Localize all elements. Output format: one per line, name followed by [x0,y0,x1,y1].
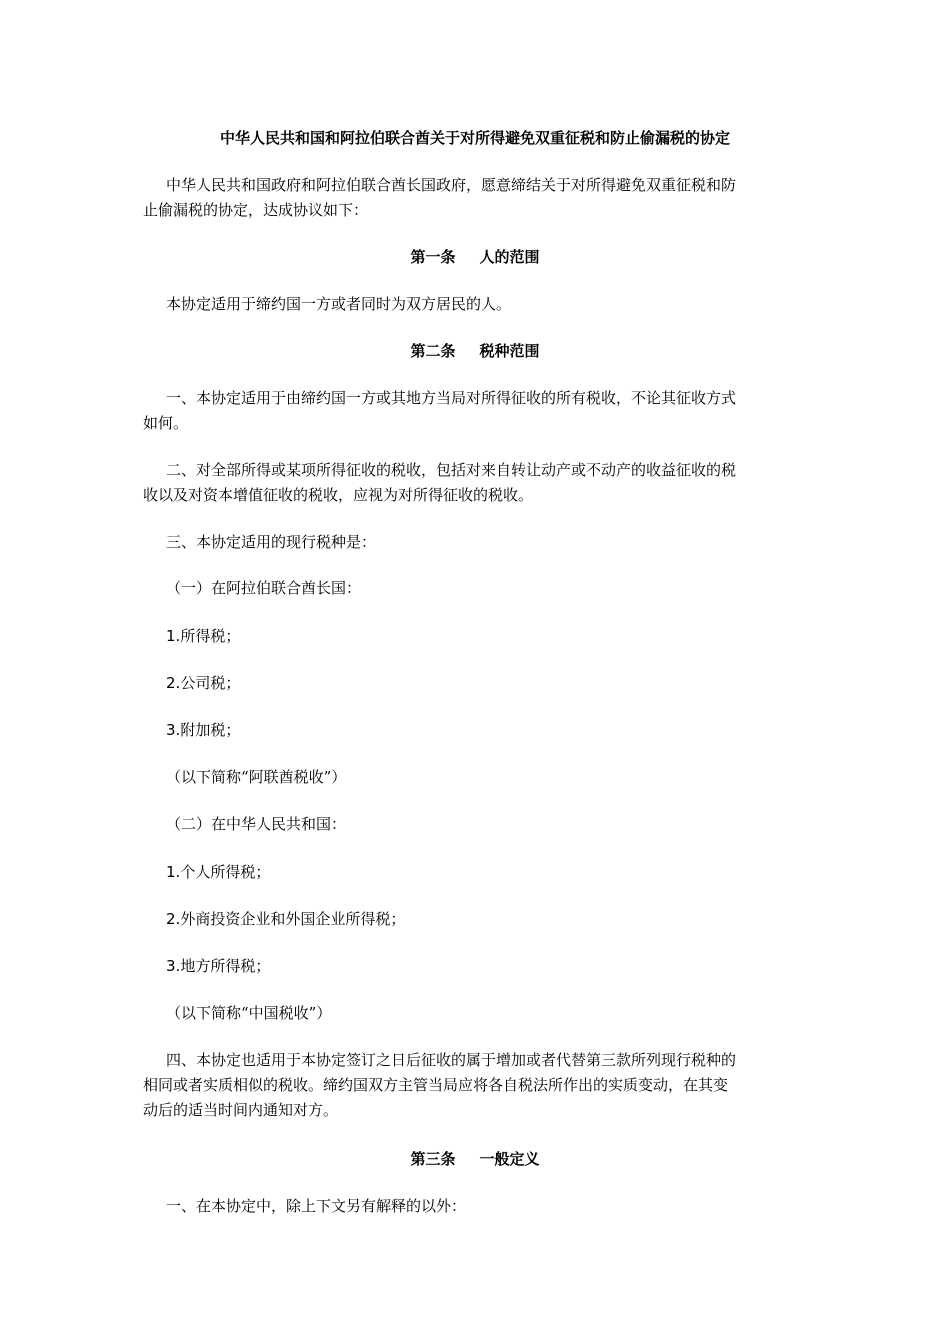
article-3-p1: 一、在本协定中，除上下文另有解释的以外： [166,1197,467,1215]
article-2-p4-line-3: 动后的适当时间内通知对方。 [143,1101,339,1119]
item-text: 个人所得税； [180,863,271,881]
article-2-p4-line-2: 相同或者实质相似的税收。缔约国双方主管当局应将各自税法所作出的实质变动，在其变 [143,1076,729,1094]
item-number: 2. [166,674,181,692]
item-number: 3. [166,957,181,975]
uae-taxes-intro: （一）在阿拉伯联合酋长国： [166,579,362,597]
article-3-number: 第三条 [410,1150,456,1168]
article-2-p1-line-1: 一、本协定适用于由缔约国一方或其地方当局对所得征收的所有税收，不论其征收方式 [166,389,737,407]
uae-taxes-short-name: （以下简称“阿联酋税收”） [166,768,347,786]
uae-tax-item-3 [166,720,240,740]
item-text: 附加税； [180,721,241,739]
article-3-name: 一般定义 [479,1150,540,1168]
uae-tax-item-1 [166,626,240,646]
item-number: 1. [166,627,181,645]
document-title: 中华人民共和国和阿拉伯联合酋关于对所得避免双重征税和防止偷漏税的协定 [219,129,730,147]
article-1-text: 本协定适用于缔约国一方或者同时为双方居民的人。 [166,295,512,313]
china-taxes-intro: （二）在中华人民共和国： [166,815,347,833]
item-text: 外商投资企业和外国企业所得税； [180,910,406,928]
article-2-name: 税种范围 [479,342,540,360]
item-number: 1. [166,863,181,881]
article-1-heading [0,247,950,267]
article-3-heading [0,1149,950,1169]
article-2-p2-line-2: 收以及对资本增值征收的税收，应视为对所得征收的税收。 [143,486,534,504]
item-number: 3. [166,721,181,739]
article-2-number: 第二条 [410,342,456,360]
article-2-p2-line-1: 二、对全部所得或某项所得征收的税收，包括对来自转让动产或不动产的收益征收的税 [166,461,737,479]
article-1-name: 人的范围 [479,248,540,266]
article-2-p3: 三、本协定适用的现行税种是： [166,533,377,551]
china-tax-item-2 [166,909,405,929]
item-text: 公司税； [180,674,241,692]
china-taxes-short-name: （以下简称“中国税收”） [166,1004,332,1022]
article-2-p4-line-1: 四、本协定也适用于本协定签订之日后征收的属于增加或者代替第三款所列现行税种的 [166,1051,737,1069]
article-1-number: 第一条 [410,248,456,266]
article-2-p1-line-2: 如何。 [143,414,189,432]
china-tax-item-3 [166,956,270,976]
preamble-line-1: 中华人民共和国政府和阿拉伯联合酋长国政府，愿意缔结关于对所得避免双重征税和防 [166,176,737,194]
item-number: 2. [166,910,181,928]
item-text: 所得税； [180,627,241,645]
uae-tax-item-2 [166,673,240,693]
article-2-heading [0,341,950,361]
preamble-line-2: 止偷漏税的协定，达成协议如下： [143,201,369,219]
china-tax-item-1 [166,862,270,882]
item-text: 地方所得税； [180,957,271,975]
